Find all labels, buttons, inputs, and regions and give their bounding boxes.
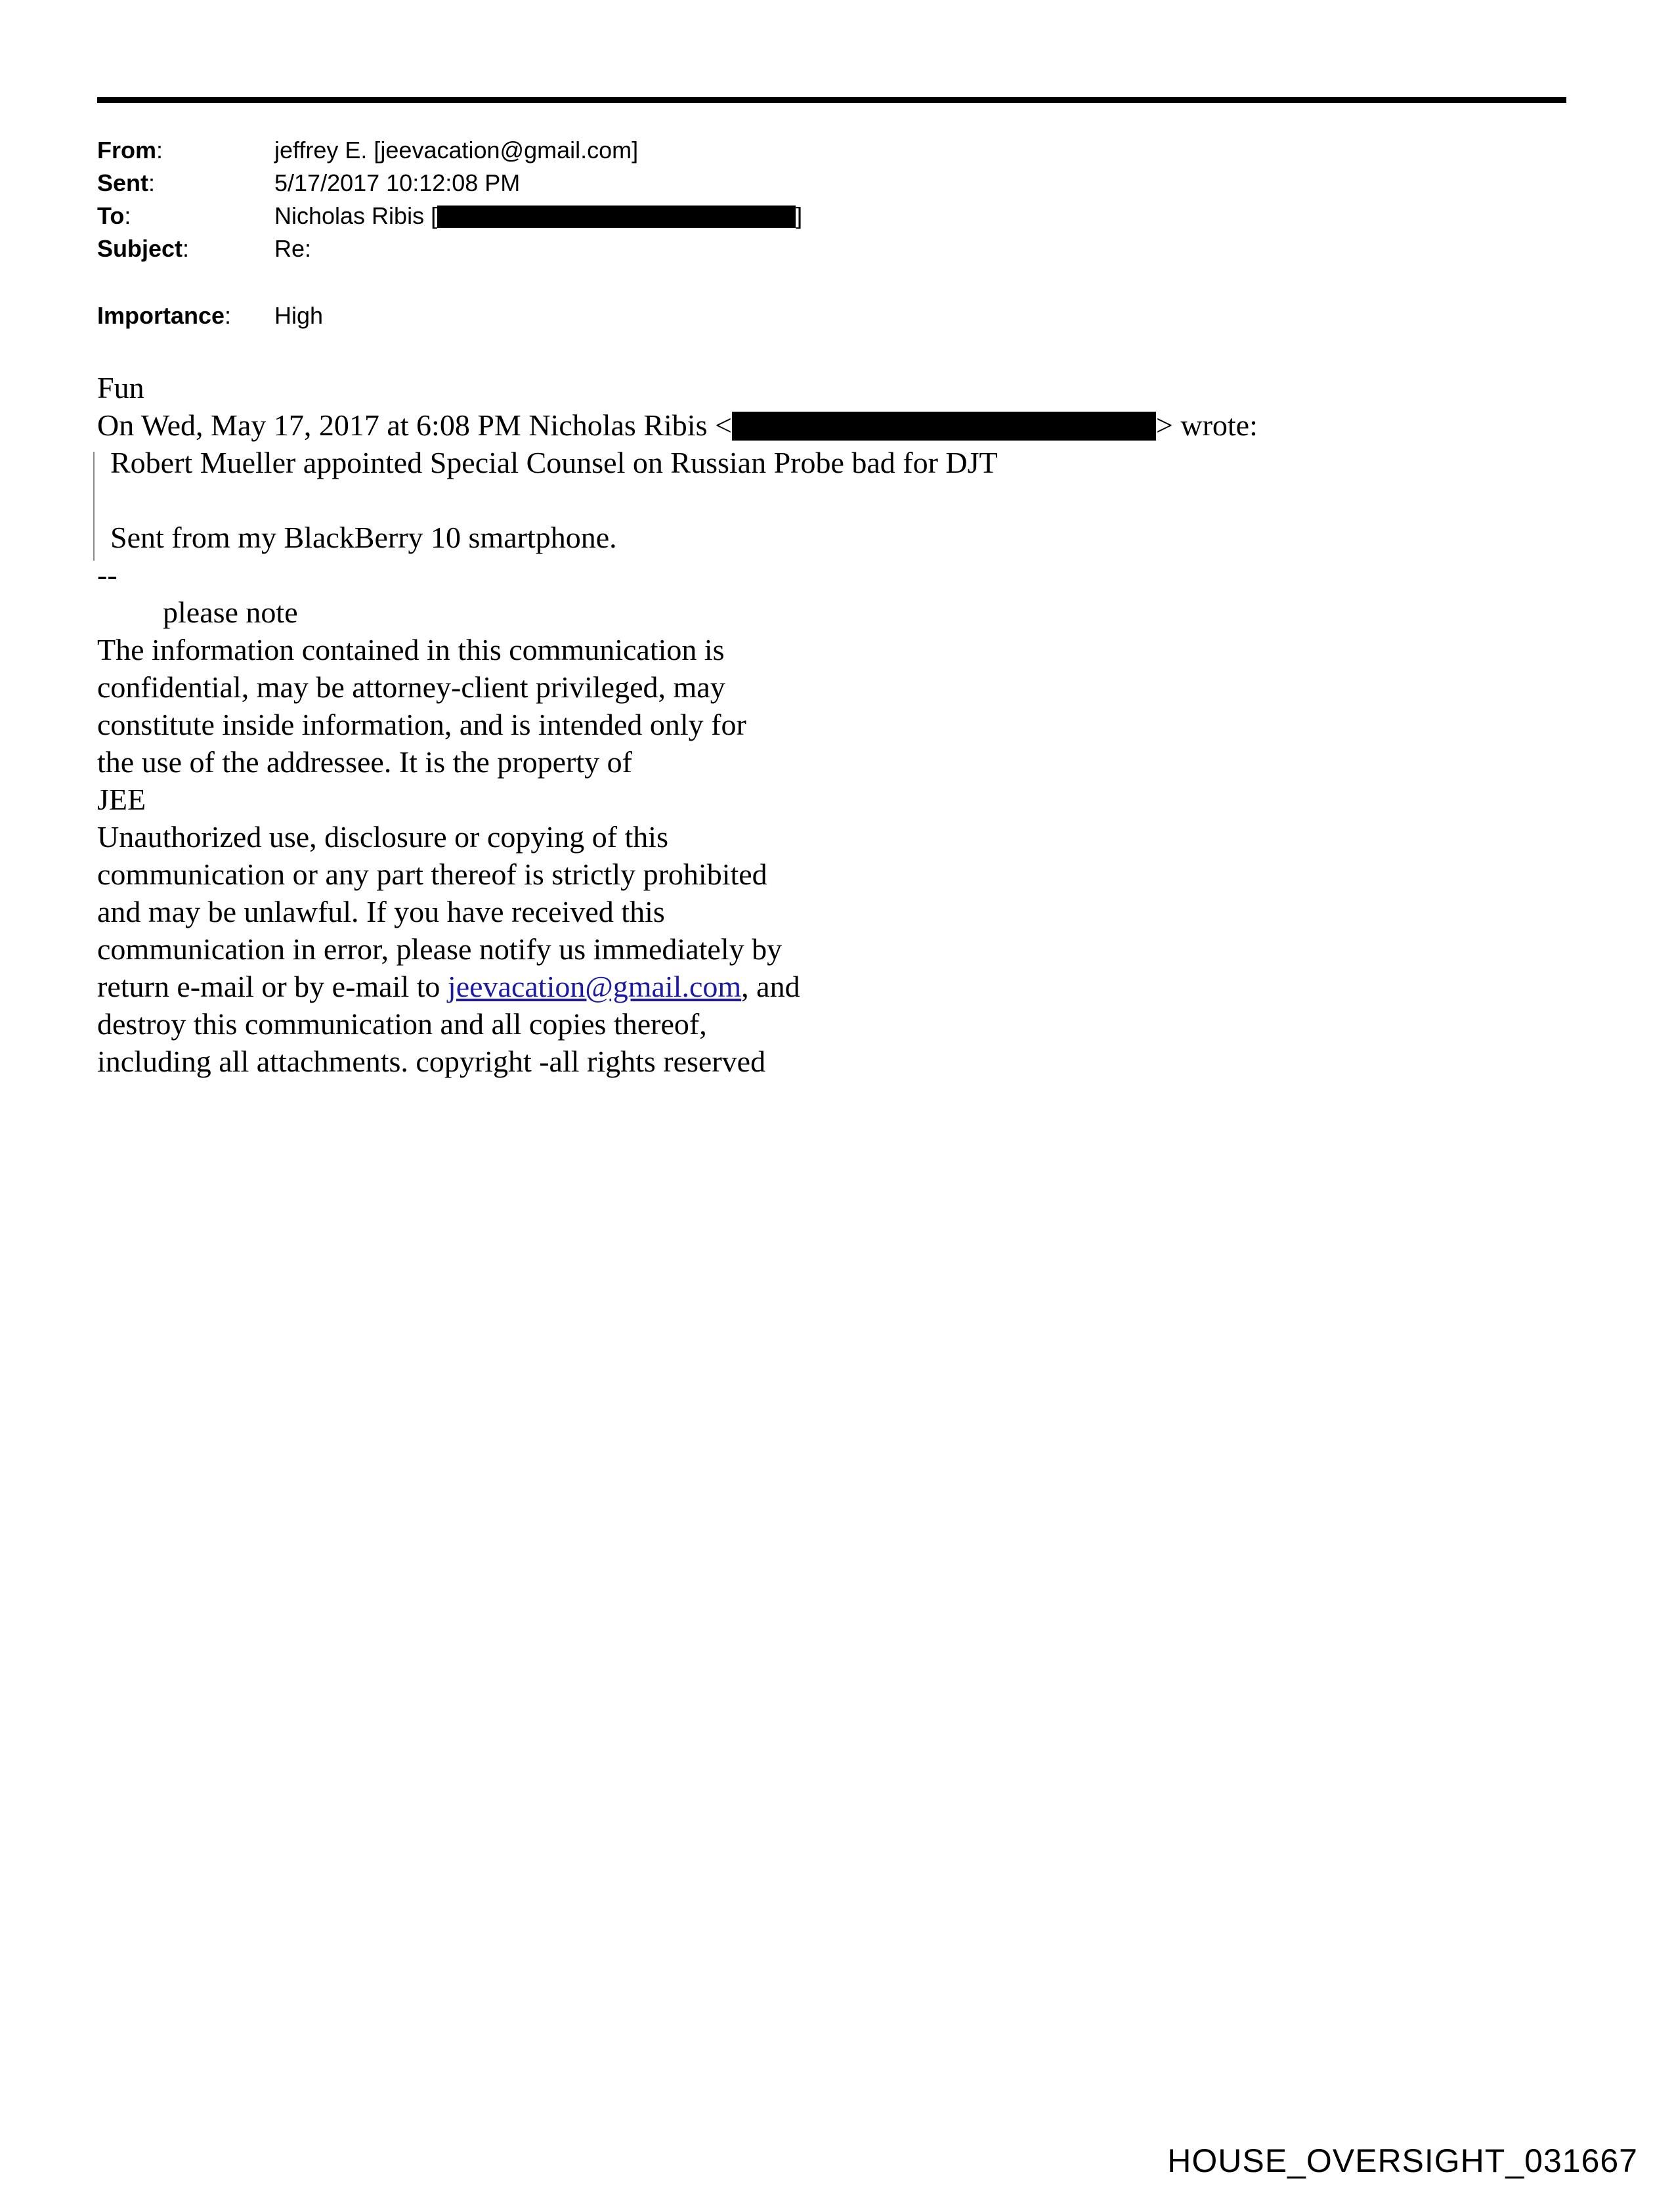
reply-text: Fun	[97, 371, 144, 404]
sent-label: Sent:	[97, 169, 156, 196]
email-body	[97, 369, 1258, 1080]
disclaimer-line: destroy this communication and all copies thereof,	[97, 1007, 707, 1041]
disclaimer-line: The information contained in this communication is	[97, 633, 725, 666]
disclaimer-line: communication or any part thereof is strictly prohibited	[97, 857, 767, 891]
to-label: To:	[97, 202, 131, 229]
subject-row	[97, 232, 802, 265]
to-value: Nicholas Ribis [ ]	[274, 202, 803, 229]
quote-bar	[93, 452, 95, 561]
from-row	[97, 134, 802, 167]
disclaimer-line: including all attachments. copyright -all rights reserved	[97, 1045, 766, 1078]
quote-line: Sent from my BlackBerry 10 smartphone.	[110, 521, 617, 554]
quoted-message	[97, 444, 1258, 556]
sent-row	[97, 167, 802, 200]
to-row	[97, 200, 802, 232]
disclaimer-line: communication in error, please notify us immediately by	[97, 932, 783, 966]
wrote-line: On Wed, May 17, 2017 at 6:08 PM Nicholas Ribis < > wrote:	[97, 408, 1258, 442]
importance-row	[97, 299, 802, 332]
importance-label: Importance:	[97, 302, 232, 329]
subject-value: Re:	[274, 235, 312, 262]
email-link[interactable]: jeevacation@gmail.com	[447, 970, 742, 1003]
header-divider	[97, 97, 1566, 103]
email-header	[97, 134, 802, 332]
signature-separator: --	[97, 558, 118, 592]
from-value: jeffrey E. [jeevacation@gmail.com]	[274, 137, 639, 163]
importance-value: High	[274, 302, 324, 329]
disclaimer-line: confidential, may be attorney-client privileged, may	[97, 670, 725, 704]
subject-label: Subject:	[97, 235, 190, 262]
redaction-box	[732, 412, 1156, 441]
disclaimer-line: return e-mail or by e-mail to jeevacation@gmail.com, and	[97, 970, 800, 1003]
disclaimer-line: JEE	[97, 783, 146, 816]
sent-value: 5/17/2017 10:12:08 PM	[274, 169, 521, 196]
quote-line: Robert Mueller appointed Special Counsel on Russian Probe bad for DJT	[110, 446, 998, 479]
disclaimer-line: and may be unlawful. If you have received this	[97, 895, 665, 928]
quote-spacer	[110, 481, 1258, 519]
disclaimer-line: the use of the addressee. It is the property of	[97, 745, 632, 779]
disclaimer-line: Unauthorized use, disclosure or copying of this	[97, 820, 668, 854]
disclaimer-line: constitute inside information, and is intended only for	[97, 708, 746, 741]
please-note: please note	[163, 596, 298, 629]
from-label: From:	[97, 137, 163, 163]
bates-number: HOUSE_OVERSIGHT_031667	[1167, 2142, 1638, 2179]
redaction-box	[437, 206, 796, 228]
